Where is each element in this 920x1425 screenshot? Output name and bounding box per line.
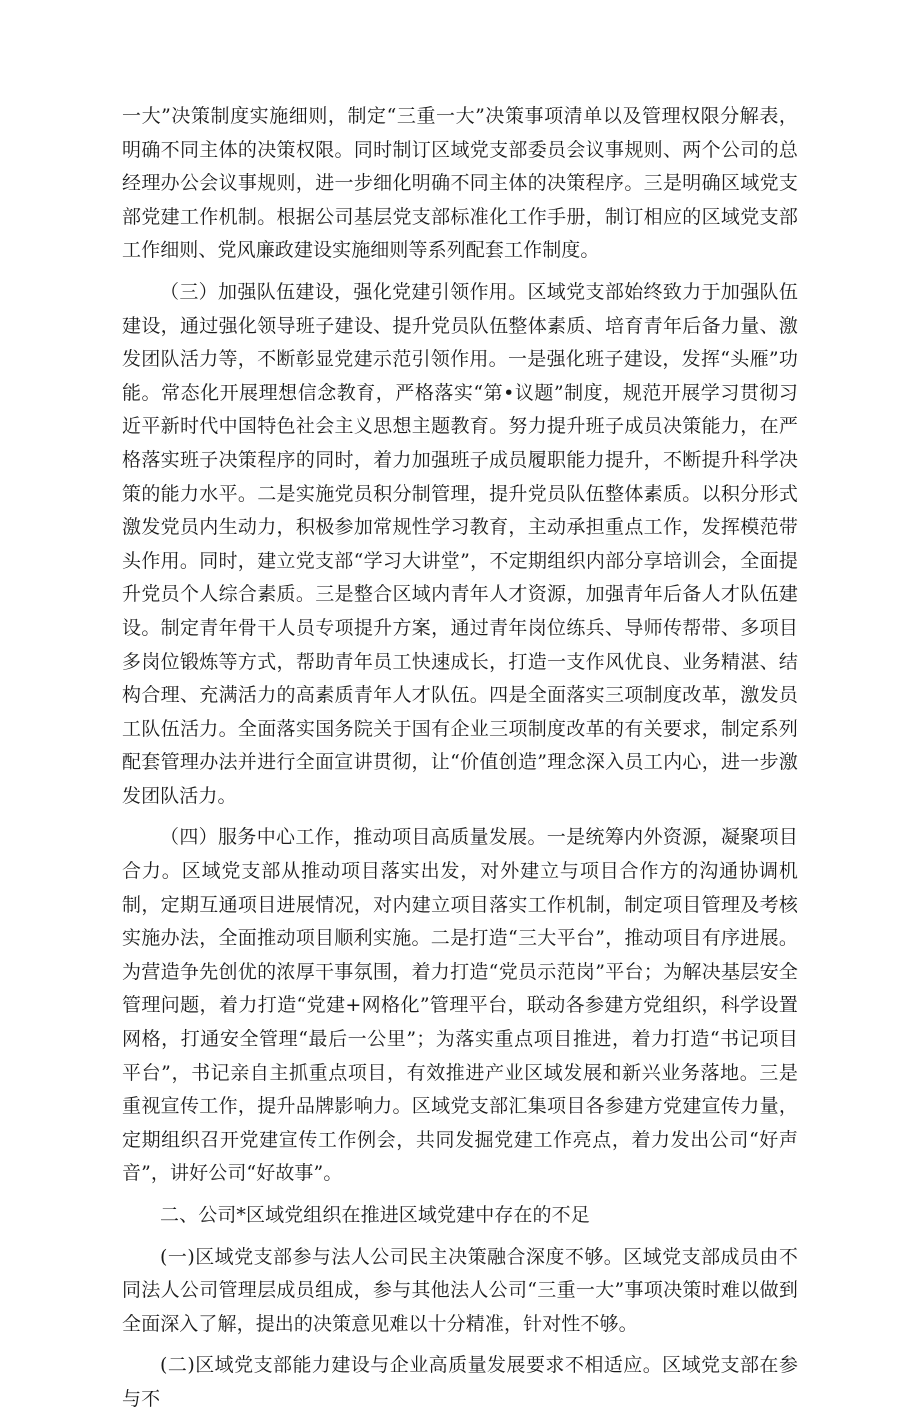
document-body [122,100,798,1425]
paragraph-shortcoming-2: (二)区域党支部能力建设与企业高质量发展要求不相适应。区域党支部在参与不 [122,1354,798,1410]
section-heading-shortcomings: 二、公司*区域党组织在推进区域党建中存在的不足 [160,1204,590,1226]
paragraph-decision-system: 一大”决策制度实施细则，制定“三重一大”决策事项清单以及管理权限分解表，明确不同主体的决策权限。同时制订区域党支部委员会议事规则、两个公司的总经理办公会议事规则，进一步细化明确不同主体的决策程序。三是明确区域党支部党建工作机制。根据公司基层党支部标准化工作手册，制订相应的区域党支部工作细则、党风廉政建设实施细则等系列配套工作制度。 [122,105,798,262]
paragraph-project-development: （四）服务中心工作，推动项目高质量发展。一是统筹内外资源，凝聚项目合力。区域党支部从推动项目落实出发，对外建立与项目合作方的沟通协调机制，定期互通项目进展情况，对内建立项目落实工作机制，制定项目管理及考核实施办法，全面推动项目顺利实施。二是打造“三大平台”，推动项目有序进展。为营造争先创优的浓厚干事氛围，着力打造“党员示范岗”平台；为解决基层安全管理问题，着力打造“党建+网格化”管理平台，联动各参建方党组织，科学设置网格，打通安全管理“最后一公里”；为落实重点项目推进，着力打造“书记项目平台”，书记亲自主抓重点项目，有效推进产业区域发展和新兴业务落地。三是重视宣传工作，提升品牌影响力。区域党支部汇集项目各参建方党建宣传力量，定期组织召开党建宣传工作例会，共同发掘党建工作亮点，着力发出公司“好声音”，讲好公司“好故事”。 [122,826,798,1185]
paragraph-team-building: （三）加强队伍建设，强化党建引领作用。区域党支部始终致力于加强队伍建设，通过强化领导班子建设、提升党员队伍整体素质、培育青年后备力量、激发团队活力等，不断彰显党建示范引领作用。一是强化班子建设，发挥“头雁”功能。常态化开展理想信念教育，严格落实“第•议题”制度，规范开展学习贯彻习近平新时代中国特色社会主义思想主题教育。努力提升班子成员决策能力，在严格落实班子决策程序的同时，着力加强班子成员履职能力提升，不断提升科学决策的能力水平。二是实施党员积分制管理，提升党员队伍整体素质。以积分形式激发党员内生动力，积极参加常规性学习教育，主动承担重点工作，发挥模范带头作用。同时，建立党支部“学习大讲堂”，不定期组织内部分享培训会，全面提升党员个人综合素质。三是整合区域内青年人才资源，加强青年后备人才队伍建设。制定青年骨干人员专项提升方案，通过青年岗位练兵、导师传帮带、多项目多岗位锻炼等方式，帮助青年员工快速成长，打造一支作风优良、业务精湛、结构合理、充满活力的高素质青年人才队伍。四是全面落实三项制度改革，激发员工队伍活力。全面落实国务院关于国有企业三项制度改革的有关要求，制定系列配套管理办法并进行全面宣讲贯彻，让“价值创造”理念深入员工内心，进一步激发团队活力。 [122,280,798,807]
paragraph-shortcoming-1: (一)区域党支部参与法人公司民主决策融合深度不够。区域党支部成员由不同法人公司管理层成员组成，参与其他法人公司“三重一大”事项决策时难以做到全面深入了解，提出的决策意见难以十分精准，针对性不够。 [122,1245,798,1335]
